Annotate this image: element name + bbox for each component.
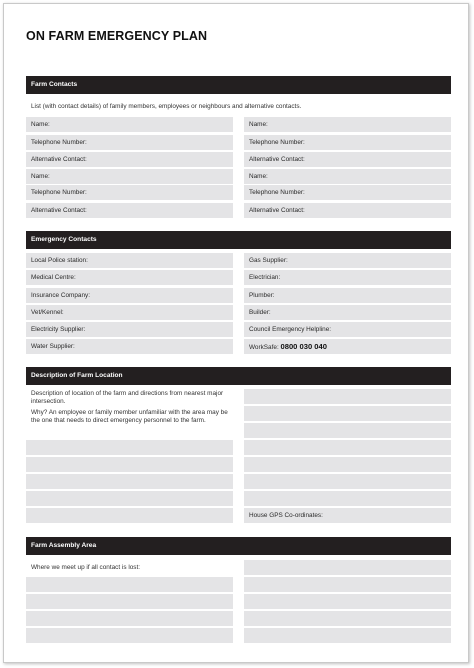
location-field-right-4[interactable] xyxy=(244,440,451,455)
farm-contacts-intro: List (with contact details) of family members, employees or neighbours and alternative contacts. xyxy=(31,103,302,110)
assembly-area-prompt: Where we meet up if all contact is lost: xyxy=(31,564,141,571)
house-gps-coordinates[interactable]: House GPS Co-ordinates: xyxy=(244,508,451,523)
assembly-field-right-3[interactable] xyxy=(244,594,451,609)
emergency-water-supplier[interactable]: Water Supplier: xyxy=(26,339,233,354)
farm-contact-left-name-1[interactable]: Name: xyxy=(26,117,233,132)
emergency-vet-kennel[interactable]: Vet/Kennel: xyxy=(26,305,233,320)
farm-contact-left-alt-2[interactable]: Alternative Contact: xyxy=(26,203,233,218)
assembly-field-left-2[interactable] xyxy=(26,594,233,609)
farm-location-description: Description of location of the farm and directions from nearest major intersection. xyxy=(31,390,224,405)
page-title: ON FARM EMERGENCY PLAN xyxy=(26,29,208,43)
farm-contact-left-phone-1[interactable]: Telephone Number: xyxy=(26,135,233,150)
farm-contact-right-phone-2[interactable]: Telephone Number: xyxy=(244,185,451,200)
emergency-builder[interactable]: Builder: xyxy=(244,305,451,320)
location-field-right-3[interactable] xyxy=(244,423,451,438)
emergency-medical-centre[interactable]: Medical Centre: xyxy=(26,270,233,285)
document-page xyxy=(3,3,469,663)
farm-contact-right-alt-1[interactable]: Alternative Contact: xyxy=(244,152,451,167)
farm-contact-left-phone-2[interactable]: Telephone Number: xyxy=(26,185,233,200)
emergency-plumber[interactable]: Plumber: xyxy=(244,288,451,303)
section-header-farm-contacts: Farm Contacts xyxy=(26,76,451,94)
emergency-electricity-supplier[interactable]: Electricity Supplier: xyxy=(26,322,233,337)
assembly-field-right-5[interactable] xyxy=(244,628,451,643)
emergency-gas-supplier[interactable]: Gas Supplier: xyxy=(244,253,451,268)
location-field-left-4[interactable] xyxy=(26,491,233,506)
farm-contact-right-alt-2[interactable]: Alternative Contact: xyxy=(244,203,451,218)
farm-location-why: Why? An employee or family member unfamiliar with the area may be the one that needs to direct emergency personnel to the farm. xyxy=(31,409,228,424)
worksafe-label: WorkSafe: xyxy=(249,344,279,351)
assembly-field-right-2[interactable] xyxy=(244,577,451,592)
assembly-field-left-4[interactable] xyxy=(26,628,233,643)
section-header-assembly-area: Farm Assembly Area xyxy=(26,537,451,555)
location-field-left-3[interactable] xyxy=(26,474,233,489)
assembly-field-right-4[interactable] xyxy=(244,611,451,626)
worksafe-number: 0800 030 040 xyxy=(280,342,327,351)
farm-contact-right-name-1[interactable]: Name: xyxy=(244,117,451,132)
farm-contact-left-alt-1[interactable]: Alternative Contact: xyxy=(26,152,233,167)
farm-contact-right-phone-1[interactable]: Telephone Number: xyxy=(244,135,451,150)
location-field-right-5[interactable] xyxy=(244,457,451,472)
assembly-field-left-1[interactable] xyxy=(26,577,233,592)
location-field-left-1[interactable] xyxy=(26,440,233,455)
location-field-right-7[interactable] xyxy=(244,491,451,506)
emergency-electrician[interactable]: Electrician: xyxy=(244,270,451,285)
location-field-right-1[interactable] xyxy=(244,389,451,404)
location-field-right-6[interactable] xyxy=(244,474,451,489)
farm-contact-left-name-2[interactable]: Name: xyxy=(26,169,233,184)
emergency-council-helpline[interactable]: Council Emergency Helpline: xyxy=(244,322,451,337)
location-field-right-2[interactable] xyxy=(244,406,451,421)
assembly-field-right-1[interactable] xyxy=(244,560,451,575)
location-field-left-5[interactable] xyxy=(26,508,233,523)
emergency-worksafe[interactable] xyxy=(244,339,451,354)
emergency-local-police[interactable]: Local Police station: xyxy=(26,253,233,268)
section-header-farm-location: Description of Farm Location xyxy=(26,367,451,385)
location-field-left-2[interactable] xyxy=(26,457,233,472)
emergency-insurance-company[interactable]: Insurance Company: xyxy=(26,288,233,303)
section-header-emergency-contacts: Emergency Contacts xyxy=(26,231,451,249)
assembly-field-left-3[interactable] xyxy=(26,611,233,626)
farm-contact-right-name-2[interactable]: Name: xyxy=(244,169,451,184)
